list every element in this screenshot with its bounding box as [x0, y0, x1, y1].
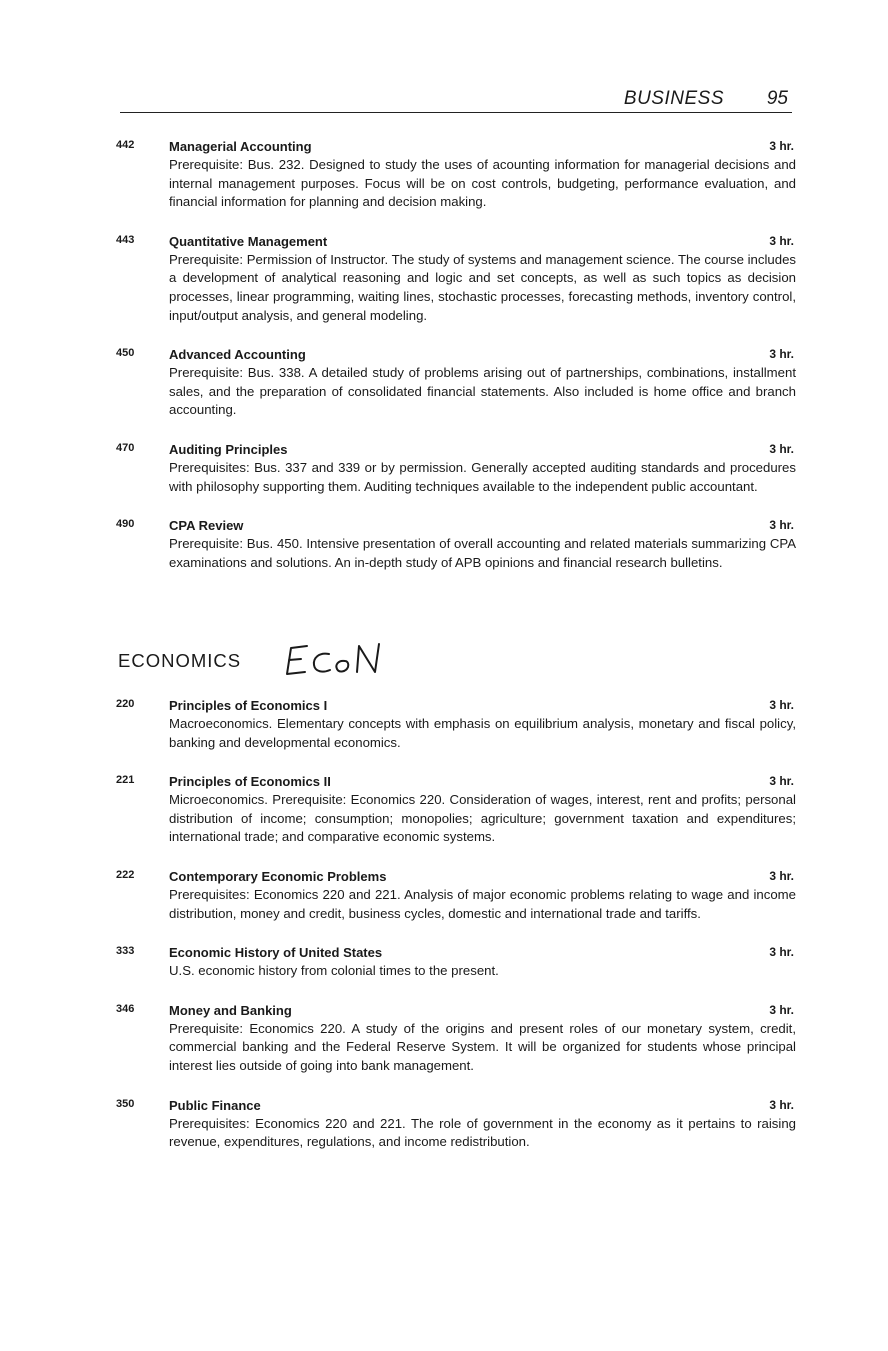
course-title: Auditing Principles [169, 441, 288, 457]
course-description: Prerequisites: Economics 220 and 221. The role of government in the economy as it pertains to raising revenue, expenditures, regulations, and income redistribution. [169, 1115, 796, 1150]
course-description: Microeconomics. Prerequisite: Economics 220. Consideration of wages, interest, rent and profits; personal distribution of income; consumption; monopolies; agriculture; government taxation and expenditures; international trade; and comparative economic systems. [169, 792, 796, 845]
course-hours: 3 hr. [769, 1002, 794, 1017]
course-entry [116, 138, 796, 212]
course-hours: 3 hr. [769, 774, 794, 789]
course-title: Economic History of United States [169, 945, 383, 961]
course-number: 442 [116, 139, 135, 151]
course-description: Macroeconomics. Elementary concepts with emphasis on equilibrium analysis, monetary and fiscal policy, banking and developmental economics. [169, 716, 796, 750]
course-description: U.S. economic history from colonial times to the present. [169, 963, 499, 979]
section-heading: ECONOMICS [118, 650, 242, 671]
course-number: 333 [116, 945, 135, 958]
course-entry [116, 1002, 796, 1076]
course-title: Advanced Accounting [169, 347, 306, 363]
course-number: 350 [116, 1097, 135, 1110]
course-description: Prerequisite: Permission of Instructor. The study of systems and management science. The course includes a development of analytical reasoning and logic and set concepts, as well as such topics as decision processes, linear programming, waiting lines, stochastic processes, forecasting methods, inventory control, input/output analysis, and general modeling. [169, 251, 796, 323]
running-head-title: BUSINESS [623, 88, 724, 109]
course-entry [116, 233, 796, 325]
course-number: 222 [116, 868, 135, 881]
course-title: Contemporary Economic Problems [169, 868, 387, 884]
course-entry [116, 697, 796, 752]
handwritten-annotation [283, 636, 413, 680]
course-title: Public Finance [169, 1097, 261, 1113]
course-hours: 3 hr. [769, 518, 794, 533]
course-number: 450 [116, 347, 135, 360]
course-title: Principles of Economics I [169, 698, 328, 713]
course-entry [116, 441, 796, 496]
course-hours: 3 hr. [769, 1097, 794, 1112]
course-hours: 3 hr. [769, 233, 794, 248]
course-title: CPA Review [169, 518, 244, 534]
course-hours: 3 hr. [769, 698, 794, 712]
course-title: Money and Banking [169, 1002, 292, 1018]
course-hours: 3 hr. [769, 139, 794, 153]
course-description: Prerequisite: Bus. 338. A detailed study of problems arising out of partnerships, combinations, installment sales, and the preparation of consolidated financial statements. Also included is home office and branch accounting. [169, 365, 796, 418]
course-description: Prerequisites: Bus. 337 and 339 or by permission. Generally accepted auditing standards and procedures with philosophy supporting them. Auditing techniques available to the independent public accountant. [169, 459, 796, 494]
course-number: 221 [116, 774, 135, 787]
course-description: Prerequisite: Economics 220. A study of the origins and present roles of our monetary system, credit, commercial banking and the Federal Reserve System. It will be organized for students whose principal interest lies outside of going into bank management. [169, 1020, 796, 1073]
business-course-list [116, 138, 796, 593]
course-entry [116, 868, 796, 923]
economics-course-list [116, 697, 796, 1173]
course-number: 470 [116, 441, 135, 454]
page-header [120, 88, 792, 113]
course-entry [116, 517, 796, 572]
course-hours: 3 hr. [769, 441, 794, 456]
course-number: 346 [116, 1002, 135, 1015]
course-description: Prerequisite: Bus. 232. Designed to study the uses of acounting information for managerial decisions and internal management purposes. Focus will be on cost controls, budgeting, performance evaluation, and financial information for planning and decision making. [169, 157, 796, 210]
course-description: Prerequisite: Bus. 450. Intensive presentation of overall accounting and related materials summarizing CPA examinations and solutions. An in-depth study of APB opinions and financial research bulletins. [169, 536, 796, 570]
course-title: Quantitative Management [169, 233, 328, 249]
course-title: Managerial Accounting [169, 139, 312, 154]
course-hours: 3 hr. [769, 347, 794, 362]
course-description: Prerequisites: Economics 220 and 221. Analysis of major economic problems relating to wage and income distribution, money and credit, business cycles, domestic and international trade and tariffs. [169, 886, 796, 921]
course-entry [116, 346, 796, 420]
course-title: Principles of Economics II [169, 774, 331, 790]
page-number: 95 [766, 88, 788, 109]
course-hours: 3 hr. [769, 868, 794, 883]
course-entry [116, 773, 796, 847]
course-hours: 3 hr. [769, 945, 794, 960]
course-entry [116, 1097, 796, 1152]
course-entry [116, 944, 796, 981]
course-number: 220 [116, 698, 135, 710]
course-number: 490 [116, 518, 135, 531]
course-number: 443 [116, 233, 135, 246]
